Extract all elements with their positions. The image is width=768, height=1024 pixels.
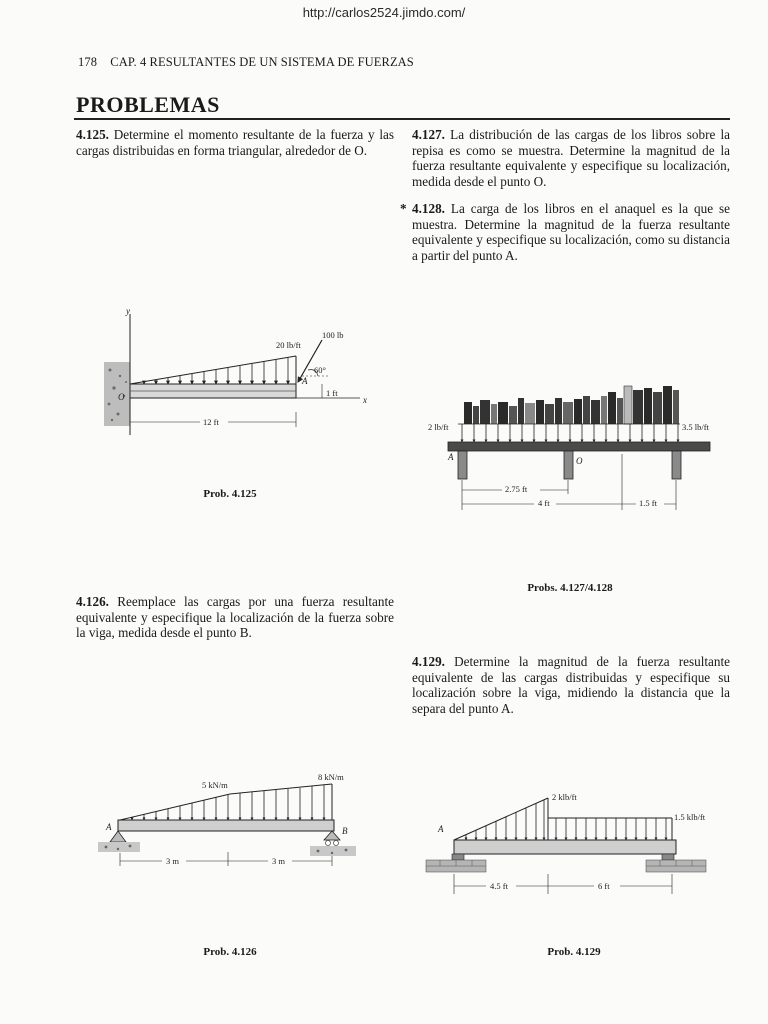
y-axis-label: y	[126, 306, 130, 316]
book-load-arrows	[462, 424, 678, 442]
load-1-5-label: 1.5 klb/ft	[674, 812, 706, 822]
problem-4-126	[76, 594, 394, 641]
figure-4-126	[92, 768, 372, 878]
shelf-board	[448, 442, 710, 451]
problem-4-125	[76, 127, 394, 158]
support-left	[452, 854, 464, 860]
point-o-label: O	[576, 456, 583, 466]
point-a-label: A	[438, 824, 444, 834]
load-5-label: 5 kN/m	[202, 780, 228, 790]
triangular-load-envelope	[454, 798, 548, 840]
page-number: 178	[78, 55, 98, 69]
figure-4-125	[90, 300, 390, 440]
point-b-label: B	[342, 826, 348, 836]
figure-4-129	[420, 786, 720, 898]
uniform-load-arrows	[556, 818, 666, 840]
figure-4-127	[410, 378, 730, 518]
point-a-label: A	[106, 822, 112, 832]
problem-number: 4.127.	[412, 127, 445, 142]
support-right	[672, 451, 681, 479]
pin-support-a	[110, 831, 126, 842]
roller-support-b	[324, 831, 340, 840]
fixed-wall	[104, 362, 130, 426]
books	[464, 386, 679, 424]
caption-4-129: Prob. 4.129	[547, 946, 601, 958]
caption-4-125: Prob. 4.125	[203, 488, 257, 500]
caption-4-127: Probs. 4.127/4.128	[527, 582, 613, 594]
problem-number: 4.129.	[412, 654, 445, 669]
problem-text: La distribución de las cargas de los libros sobre la repisa es como se muestra. Determine la magnitud de la fuerza resultante equivalente y especifique su localización, medida desde el punto O.	[412, 127, 731, 189]
starred-marker: *	[400, 201, 407, 216]
problem-4-127	[412, 127, 730, 189]
origin-label: O	[118, 392, 125, 402]
problem-text: La carga de los libros en el anaquel es la que se muestra. Determine la magnitud de la fuerza resultante equivalente y especifique su localización, como su distancia a partir del punto A.	[412, 201, 730, 263]
title-rule	[74, 118, 730, 120]
source-url: http://carlos2524.jimdo.com/	[302, 5, 466, 20]
length-label: 12 ft	[203, 417, 219, 427]
problem-4-129	[412, 654, 730, 716]
height-label: 1 ft	[326, 388, 338, 398]
left-load-label: 2 lb/ft	[428, 422, 449, 432]
load-envelope-right	[230, 784, 332, 794]
point-force-label: 100 lb	[322, 330, 344, 340]
ground-a	[98, 842, 140, 852]
support-left	[458, 451, 467, 479]
problem-number: 4.126.	[76, 594, 109, 609]
dim-2-75-label: 2.75 ft	[505, 484, 528, 494]
triangular-load-arrows	[466, 800, 544, 840]
running-header	[78, 55, 414, 70]
support-right	[662, 854, 674, 860]
caption-4-126: Prob. 4.126	[203, 946, 257, 958]
problem-text: Reemplace las cargas por una fuerza resultante equivalente y especifique la localización de la fuerza sobre la viga, medida desde el punto B.	[76, 594, 395, 641]
chapter-title: CAP. 4 RESULTANTES DE UN SISTEMA DE FUERZAS	[110, 55, 414, 69]
dim-1-5-label: 1.5 ft	[639, 498, 657, 508]
beam	[454, 840, 676, 854]
support-middle	[564, 451, 573, 479]
load-2-label: 2 klb/ft	[552, 792, 577, 802]
roller	[326, 841, 331, 846]
problem-text: Determine el momento resultante de la fuerza y las cargas distribuidas en forma triangular, alrededor de O.	[76, 127, 394, 158]
point-a-label: A	[448, 452, 454, 462]
dim-4-label: 4 ft	[538, 498, 550, 508]
beam	[118, 820, 334, 831]
angle-label: 60°	[314, 365, 326, 375]
triangular-load-arrows	[144, 358, 288, 384]
load-envelope-left	[120, 794, 230, 820]
load-8-label: 8 kN/m	[318, 772, 344, 782]
problem-number: 4.125.	[76, 127, 109, 142]
problem-4-128	[400, 201, 730, 263]
x-axis-label: x	[363, 395, 367, 405]
roller	[334, 841, 339, 846]
load-envelope	[130, 356, 296, 384]
load-intensity-label: 20 lb/ft	[276, 340, 301, 350]
problem-number: 4.128.	[412, 201, 445, 216]
dim-3m-right: 3 m	[272, 856, 285, 866]
dim-6-label: 6 ft	[598, 881, 610, 891]
problem-text: Determine la magnitud de la fuerza resultante equivalente de las cargas distribuidas y especifique su localización sobre la viga, midiendo la distancia que la separa del punto A.	[412, 654, 730, 716]
point-a-label: A	[302, 376, 308, 386]
right-load-label: 3.5 lb/ft	[682, 422, 709, 432]
distributed-load-arrows	[132, 785, 324, 820]
section-title: PROBLEMAS	[76, 92, 220, 117]
dim-4-5-label: 4.5 ft	[490, 881, 508, 891]
dim-3m-left: 3 m	[166, 856, 179, 866]
